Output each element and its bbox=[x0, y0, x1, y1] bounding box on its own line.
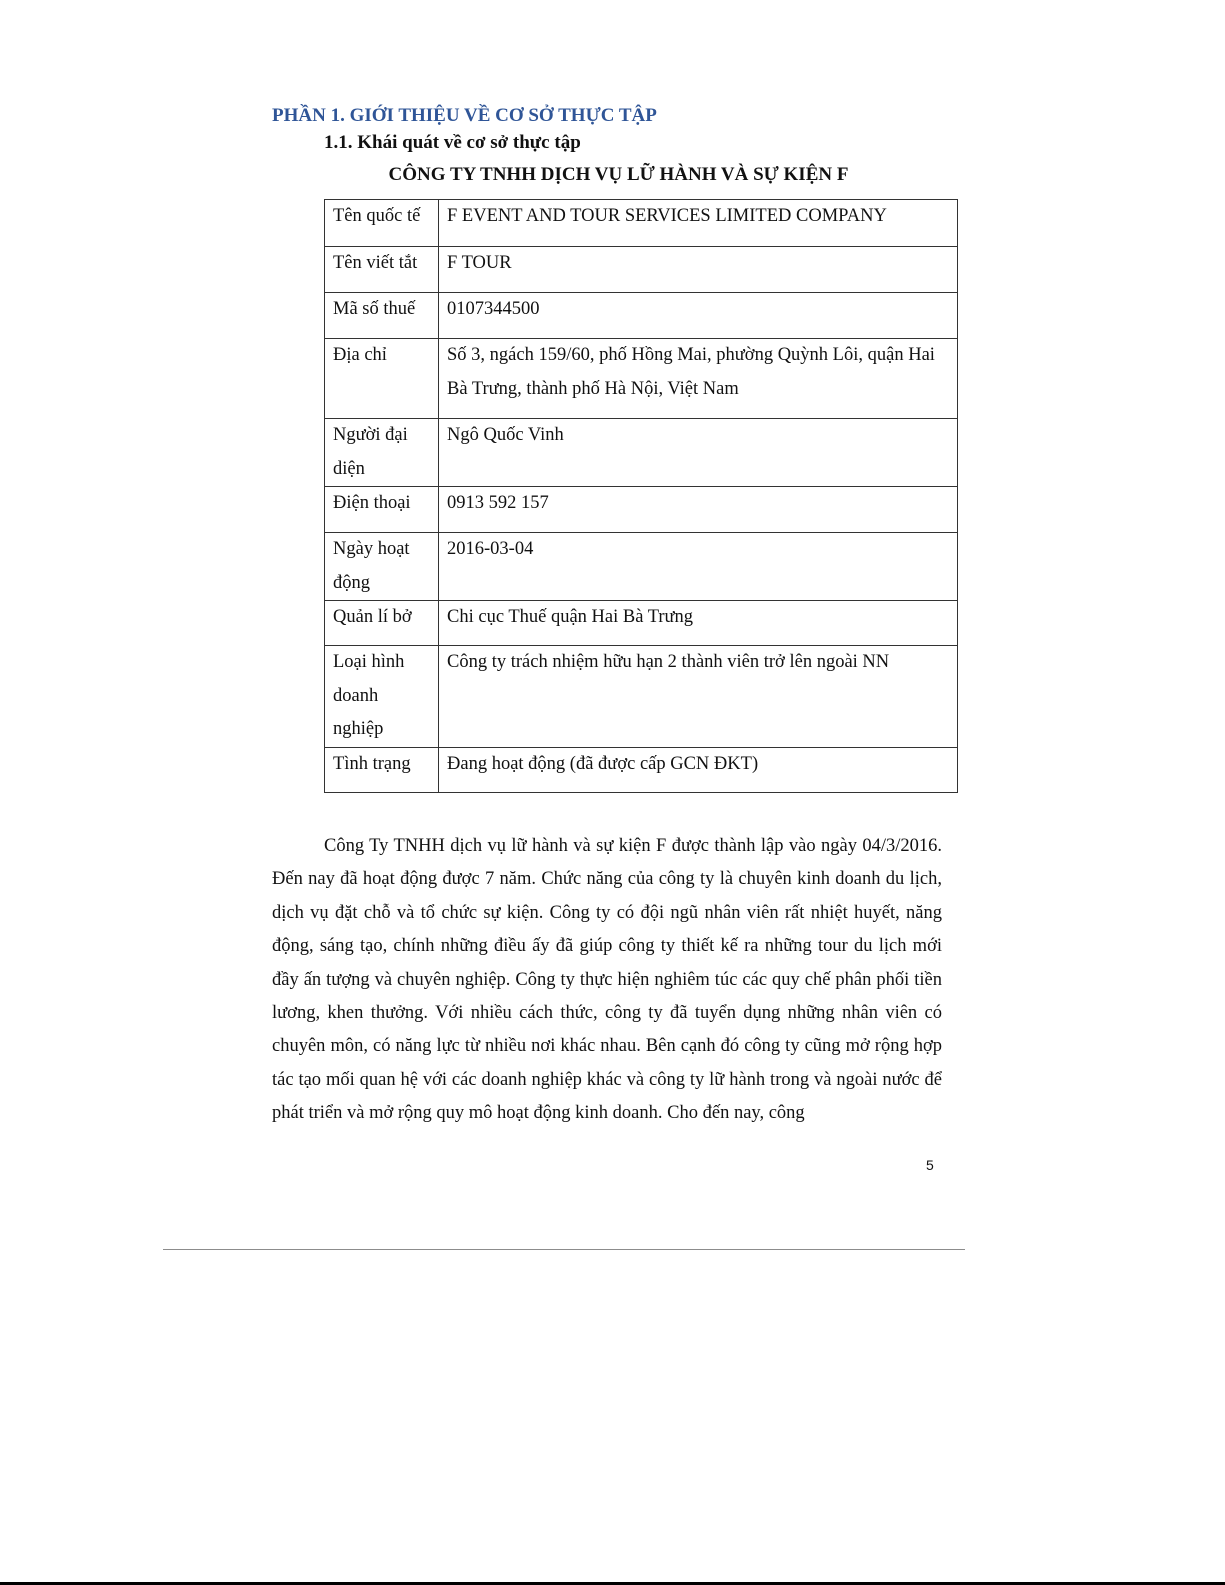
row-value: F TOUR bbox=[439, 247, 958, 293]
page-number: 5 bbox=[926, 1157, 934, 1173]
sub-heading: 1.1. Khái quát về cơ sở thực tập bbox=[324, 132, 581, 153]
row-value: Số 3, ngách 159/60, phố Hồng Mai, phường Quỳnh Lôi, quận Hai Bà Trưng, thành phố Hà Nội, Việt Nam bbox=[439, 339, 958, 419]
row-label: Địa chỉ bbox=[325, 339, 439, 419]
row-label: Người đại diện bbox=[325, 419, 439, 487]
company-info-table bbox=[324, 199, 958, 793]
section-heading: PHẦN 1. GIỚI THIỆU VỀ CƠ SỞ THỰC TẬP bbox=[272, 105, 657, 126]
table-row bbox=[325, 601, 958, 646]
table-row bbox=[325, 533, 958, 601]
row-value: 0913 592 157 bbox=[439, 487, 958, 533]
row-label: Quản lí bở bbox=[325, 601, 439, 646]
row-value: 2016-03-04 bbox=[439, 533, 958, 601]
company-title bbox=[0, 164, 1225, 186]
page-divider bbox=[163, 1249, 965, 1250]
table-row bbox=[325, 339, 958, 419]
table-row bbox=[325, 200, 958, 247]
table-row bbox=[325, 419, 958, 487]
row-value: Đang hoạt động (đã được cấp GCN ĐKT) bbox=[439, 747, 958, 792]
row-label: Mã số thuế bbox=[325, 293, 439, 339]
table-row bbox=[325, 747, 958, 792]
company-title-text: CÔNG TY TNHH DỊCH VỤ LỮ HÀNH VÀ SỰ KIỆN F bbox=[388, 164, 849, 185]
table-row bbox=[325, 487, 958, 533]
row-label: Ngày hoạt động bbox=[325, 533, 439, 601]
table-row bbox=[325, 247, 958, 293]
row-label: Loại hình doanh nghiệp bbox=[325, 646, 439, 748]
row-label: Tên viết tắt bbox=[325, 247, 439, 293]
row-value: Công ty trách nhiệm hữu hạn 2 thành viên trở lên ngoài NN bbox=[439, 646, 958, 748]
table-row bbox=[325, 646, 958, 748]
row-label: Tình trạng bbox=[325, 747, 439, 792]
row-value: F EVENT AND TOUR SERVICES LIMITED COMPANY bbox=[439, 200, 958, 247]
row-value: Chi cục Thuế quận Hai Bà Trưng bbox=[439, 601, 958, 646]
row-label: Tên quốc tế bbox=[325, 200, 439, 247]
body-paragraph: Công Ty TNHH dịch vụ lữ hành và sự kiện F được thành lập vào ngày 04/3/2016. Đến nay đã hoạt động được 7 năm. Chức năng của công ty là chuyên kinh doanh du lịch, dịch vụ đặt chỗ và tổ chức sự kiện. Công ty có đội ngũ nhân viên rất nhiệt huyết, năng động, sáng tạo, chính những điều ấy đã giúp công ty thiết kế ra những tour du lịch mới đầy ấn tượng và chuyên nghiệp. Công ty thực hiện nghiêm túc các quy chế phân phối tiền lương, khen thưởng. Với nhiều cách thức, công ty đã tuyển dụng những nhân viên có chuyên môn, có năng lực từ nhiều nơi khác nhau. Bên cạnh đó công ty cũng mở rộng hợp tác tạo mối quan hệ với các doanh nghiệp khác và công ty lữ hành trong và ngoài nước để phát triển và mở rộng quy mô hoạt động kinh doanh. Cho đến nay, công bbox=[272, 836, 942, 1124]
row-value: 0107344500 bbox=[439, 293, 958, 339]
row-label: Điện thoại bbox=[325, 487, 439, 533]
row-value: Ngô Quốc Vinh bbox=[439, 419, 958, 487]
table-row bbox=[325, 293, 958, 339]
